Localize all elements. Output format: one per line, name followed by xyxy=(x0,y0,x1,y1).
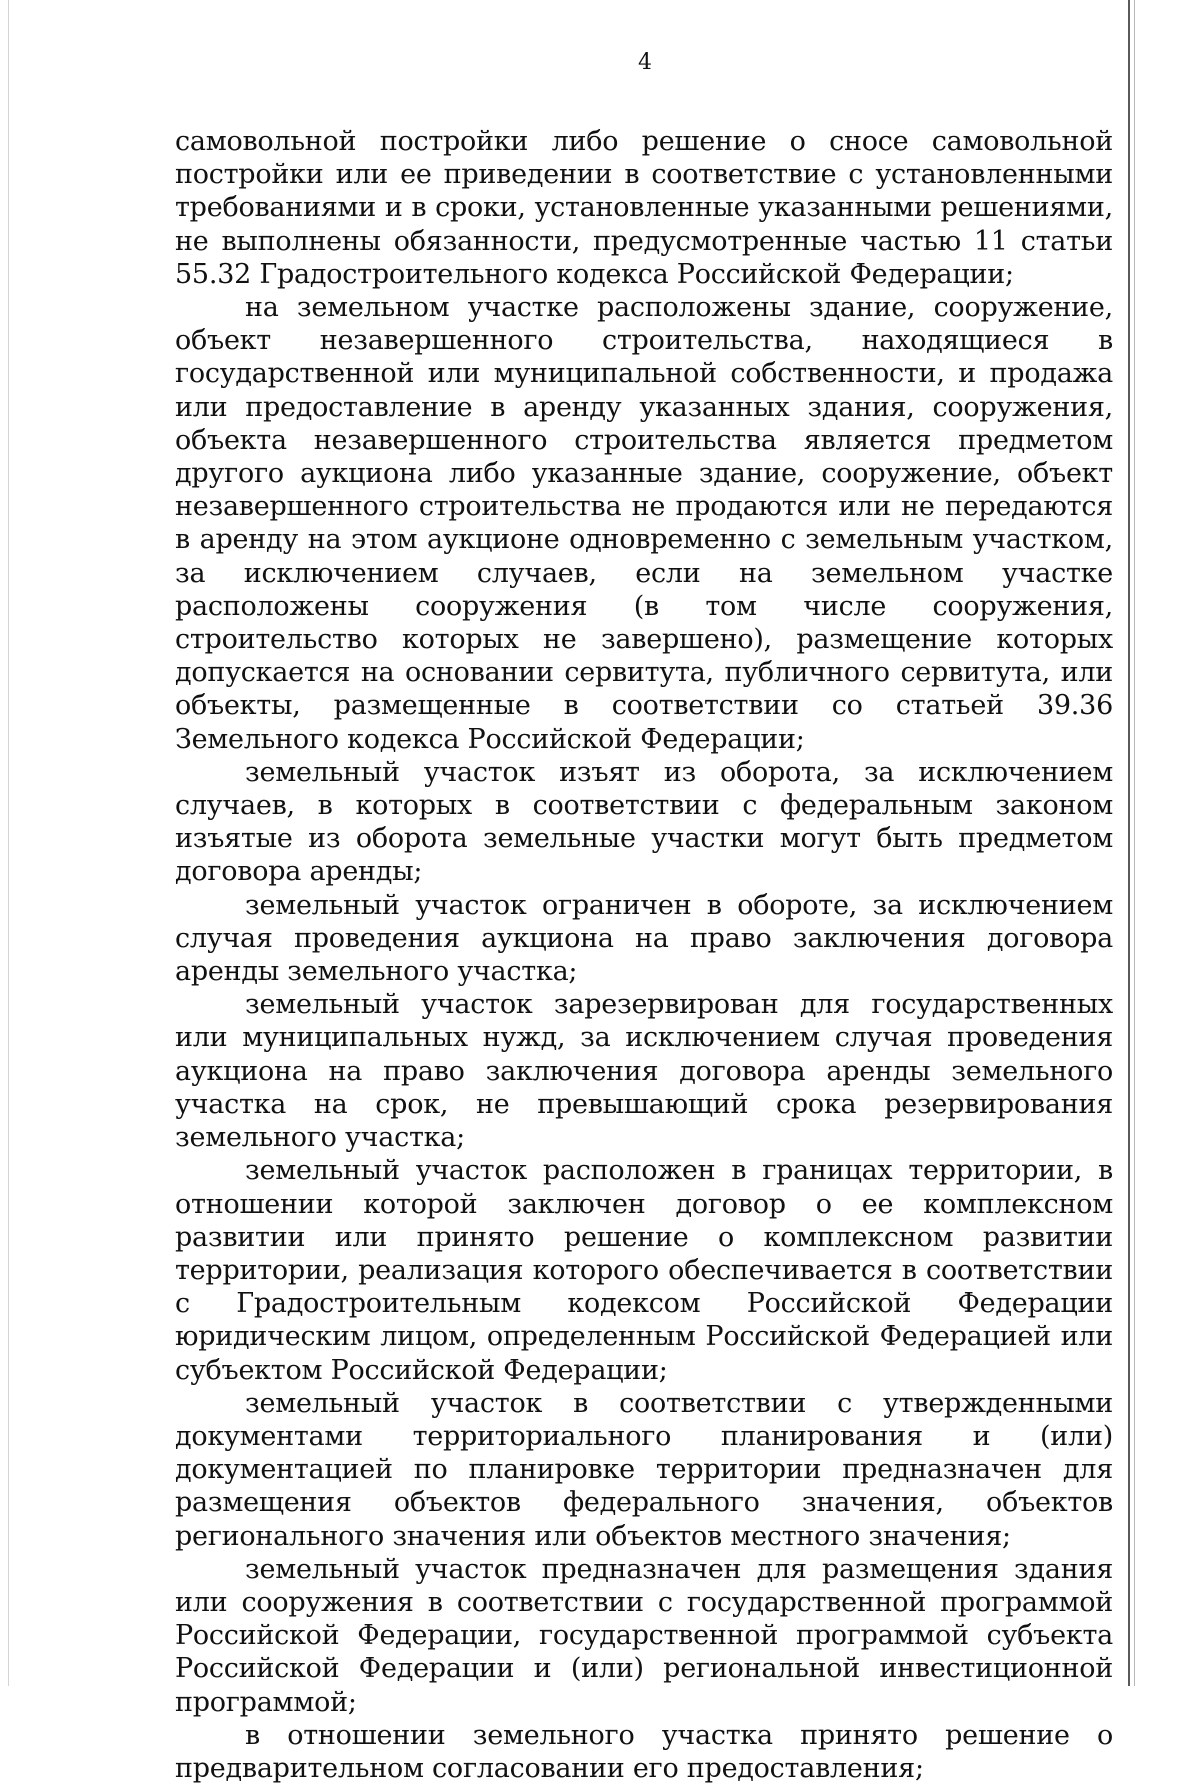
paragraph-reserved-for-state-needs: земельный участок зарезервирован для государственных или муниципальных нужд, за исключением случая проведения аукциона на право заключения договора аренды земельного участка на срок, не превышающий срока резервирования земельного участка; xyxy=(175,989,1113,1154)
paragraph-continuation: самовольной постройки либо решение о сносе самовольной постройки или ее приведении в соответствие с установленными требованиями и в сроки, установленные указанными решениями, не выполнены обязанности, предусмотренные частью 11 статьи 55.32 Градостроительного кодекса Российской Федерации; xyxy=(175,126,1113,290)
paragraph-territorial-planning: земельный участок в соответствии с утвержденными документами территориального планирования и (или) документацией по планировке территории предназначен для размещения объектов федерального значения, объектов регионального значения или объектов местного значения; xyxy=(175,1387,1113,1552)
paragraph-state-program: земельный участок предназначен для размещения здания или сооружения в соответствии с государственной программой Российской Федерации, государственной программой субъекта Российской Федерации и (или) региональной инвестиционной программой; xyxy=(175,1553,1113,1718)
page-right-edge-shadow xyxy=(1134,0,1135,1686)
document-body xyxy=(175,125,1113,1785)
paragraph-preliminary-approval: в отношении земельного участка принято решение о предварительном согласовании его предоставления; xyxy=(175,1719,1113,1784)
paragraph-withdrawn-from-circulation: земельный участок изъят из оборота, за исключением случаев, в которых в соответствии с федеральным законом изъятые из оборота земельные участки могут быть предметом договора аренды; xyxy=(175,756,1113,888)
paragraph-complex-development: земельный участок расположен в границах территории, в отношении которой заключен договор о ее комплексном развитии или принято решение о комплексном развитии территории, реализация которого обеспечивается в соответствии с Градостроительным кодексом Российской Федерации юридическим лицом, определенным Российской Федерацией или субъектом Российской Федерации; xyxy=(175,1155,1113,1386)
paragraph-buildings-on-plot: на земельном участке расположены здание, сооружение, объект незавершенного строительства, находящиеся в государственной или муниципальной собственности, и продажа или предоставление в аренду указанных здания, сооружения, объекта незавершенного строительства является предметом другого аукциона либо указанные здание, сооружение, объект незавершенного строительства не продаются или не передаются в аренду на этом аукционе одновременно с земельным участком, за исключением случаев, если на земельном участке расположены сооружения (в том числе сооружения, строительство которых не завершено), размещение которых допускается на основании сервитута, публичного сервитута, или объекты, размещенные в соответствии со статьей 39.36 Земельного кодекса Российской Федерации; xyxy=(175,292,1113,755)
paragraph-limited-circulation: земельный участок ограничен в обороте, за исключением случая проведения аукциона на право заключения договора аренды земельного участка; xyxy=(175,889,1113,988)
page-number: 4 xyxy=(638,50,652,75)
page-right-edge xyxy=(1128,0,1130,1686)
page-left-edge xyxy=(8,0,9,1686)
